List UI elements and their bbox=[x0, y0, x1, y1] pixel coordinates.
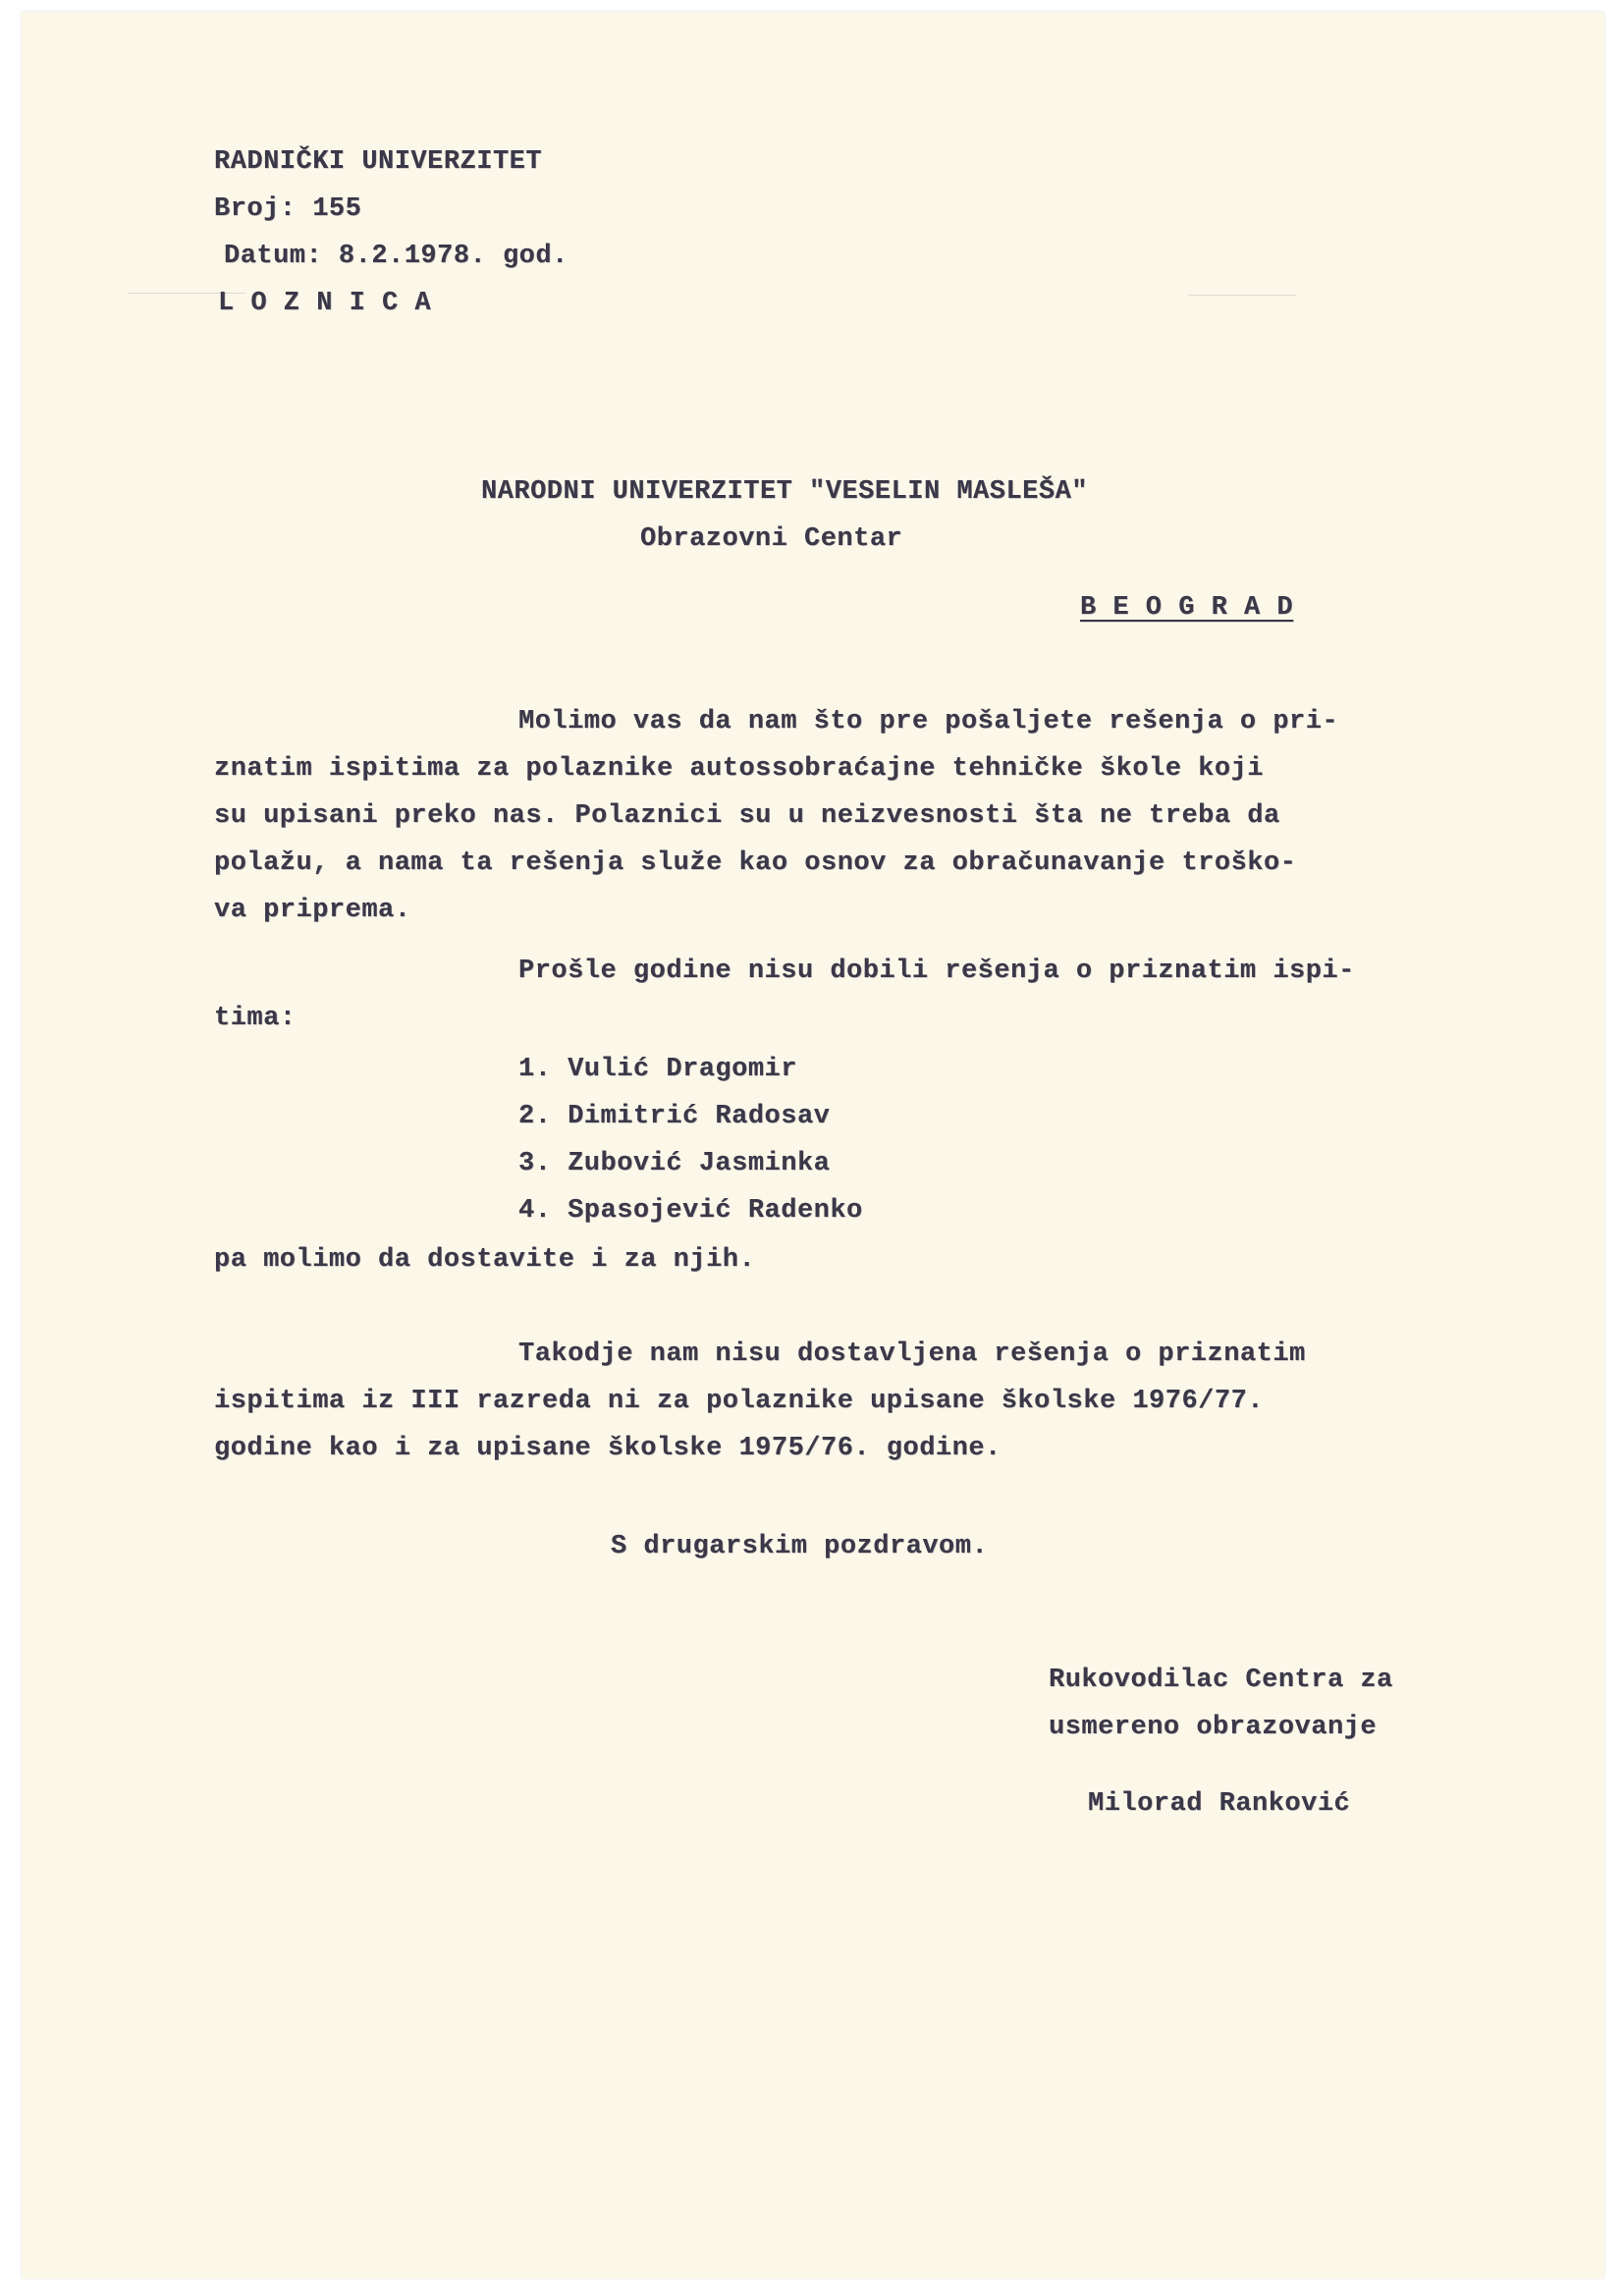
recipient-name: NARODNI UNIVERZITET "VESELIN MASLEŠA" bbox=[481, 477, 1088, 507]
header-rule-right bbox=[1188, 295, 1296, 296]
list-item: 4. Spasojević Radenko bbox=[518, 1196, 863, 1226]
signature-name: Milorad Ranković bbox=[1088, 1789, 1351, 1819]
paragraph3-line2: ispitima iz III razreda ni za polaznike upisane školske 1976/77. bbox=[214, 1387, 1264, 1416]
paragraph1-line1: Molimo vas da nam što pre pošaljete rešenja o pri- bbox=[518, 707, 1339, 737]
sender-name: RADNIČKI UNIVERZITET bbox=[214, 147, 543, 177]
letter-page bbox=[22, 12, 1604, 2278]
paragraph2-line2: tima: bbox=[214, 1004, 297, 1033]
list-item: 1. Vulić Dragomir bbox=[518, 1055, 797, 1084]
paragraph1-line5: va priprema. bbox=[214, 896, 411, 925]
paragraph1-line3: su upisani preko nas. Polaznici su u neizvesnosti šta ne treba da bbox=[214, 801, 1280, 831]
sender-number: Broj: 155 bbox=[214, 194, 362, 224]
signature-title-line2: usmereno obrazovanje bbox=[1049, 1713, 1378, 1742]
signature-title-line1: Rukovodilac Centra za bbox=[1049, 1666, 1393, 1695]
sender-city: L O Z N I C A bbox=[218, 289, 432, 318]
paragraph3-line1: Takodje nam nisu dostavljena rešenja o priznatim bbox=[518, 1339, 1306, 1369]
list-item: 3. Zubović Jasminka bbox=[518, 1149, 831, 1178]
paragraph1-line2: znatim ispitima za polaznike autossobraćajne tehničke škole koji bbox=[214, 754, 1264, 784]
paragraph2-end: pa molimo da dostavite i za njih. bbox=[214, 1245, 756, 1275]
sender-date: Datum: 8.2.1978. god. bbox=[224, 242, 568, 271]
paragraph1-line4: polažu, a nama ta rešenja služe kao osnov za obračunavanje troško- bbox=[214, 848, 1297, 878]
recipient-city: B E O G R A D bbox=[1080, 593, 1294, 623]
recipient-department: Obrazovni Centar bbox=[640, 524, 903, 554]
paragraph3-line3: godine kao i za upisane školske 1975/76. godine. bbox=[214, 1434, 1001, 1463]
closing-salutation: S drugarskim pozdravom. bbox=[611, 1532, 989, 1561]
paragraph2-line1: Prošle godine nisu dobili rešenja o priznatim ispi- bbox=[518, 957, 1355, 986]
list-item: 2. Dimitrić Radosav bbox=[518, 1102, 831, 1131]
